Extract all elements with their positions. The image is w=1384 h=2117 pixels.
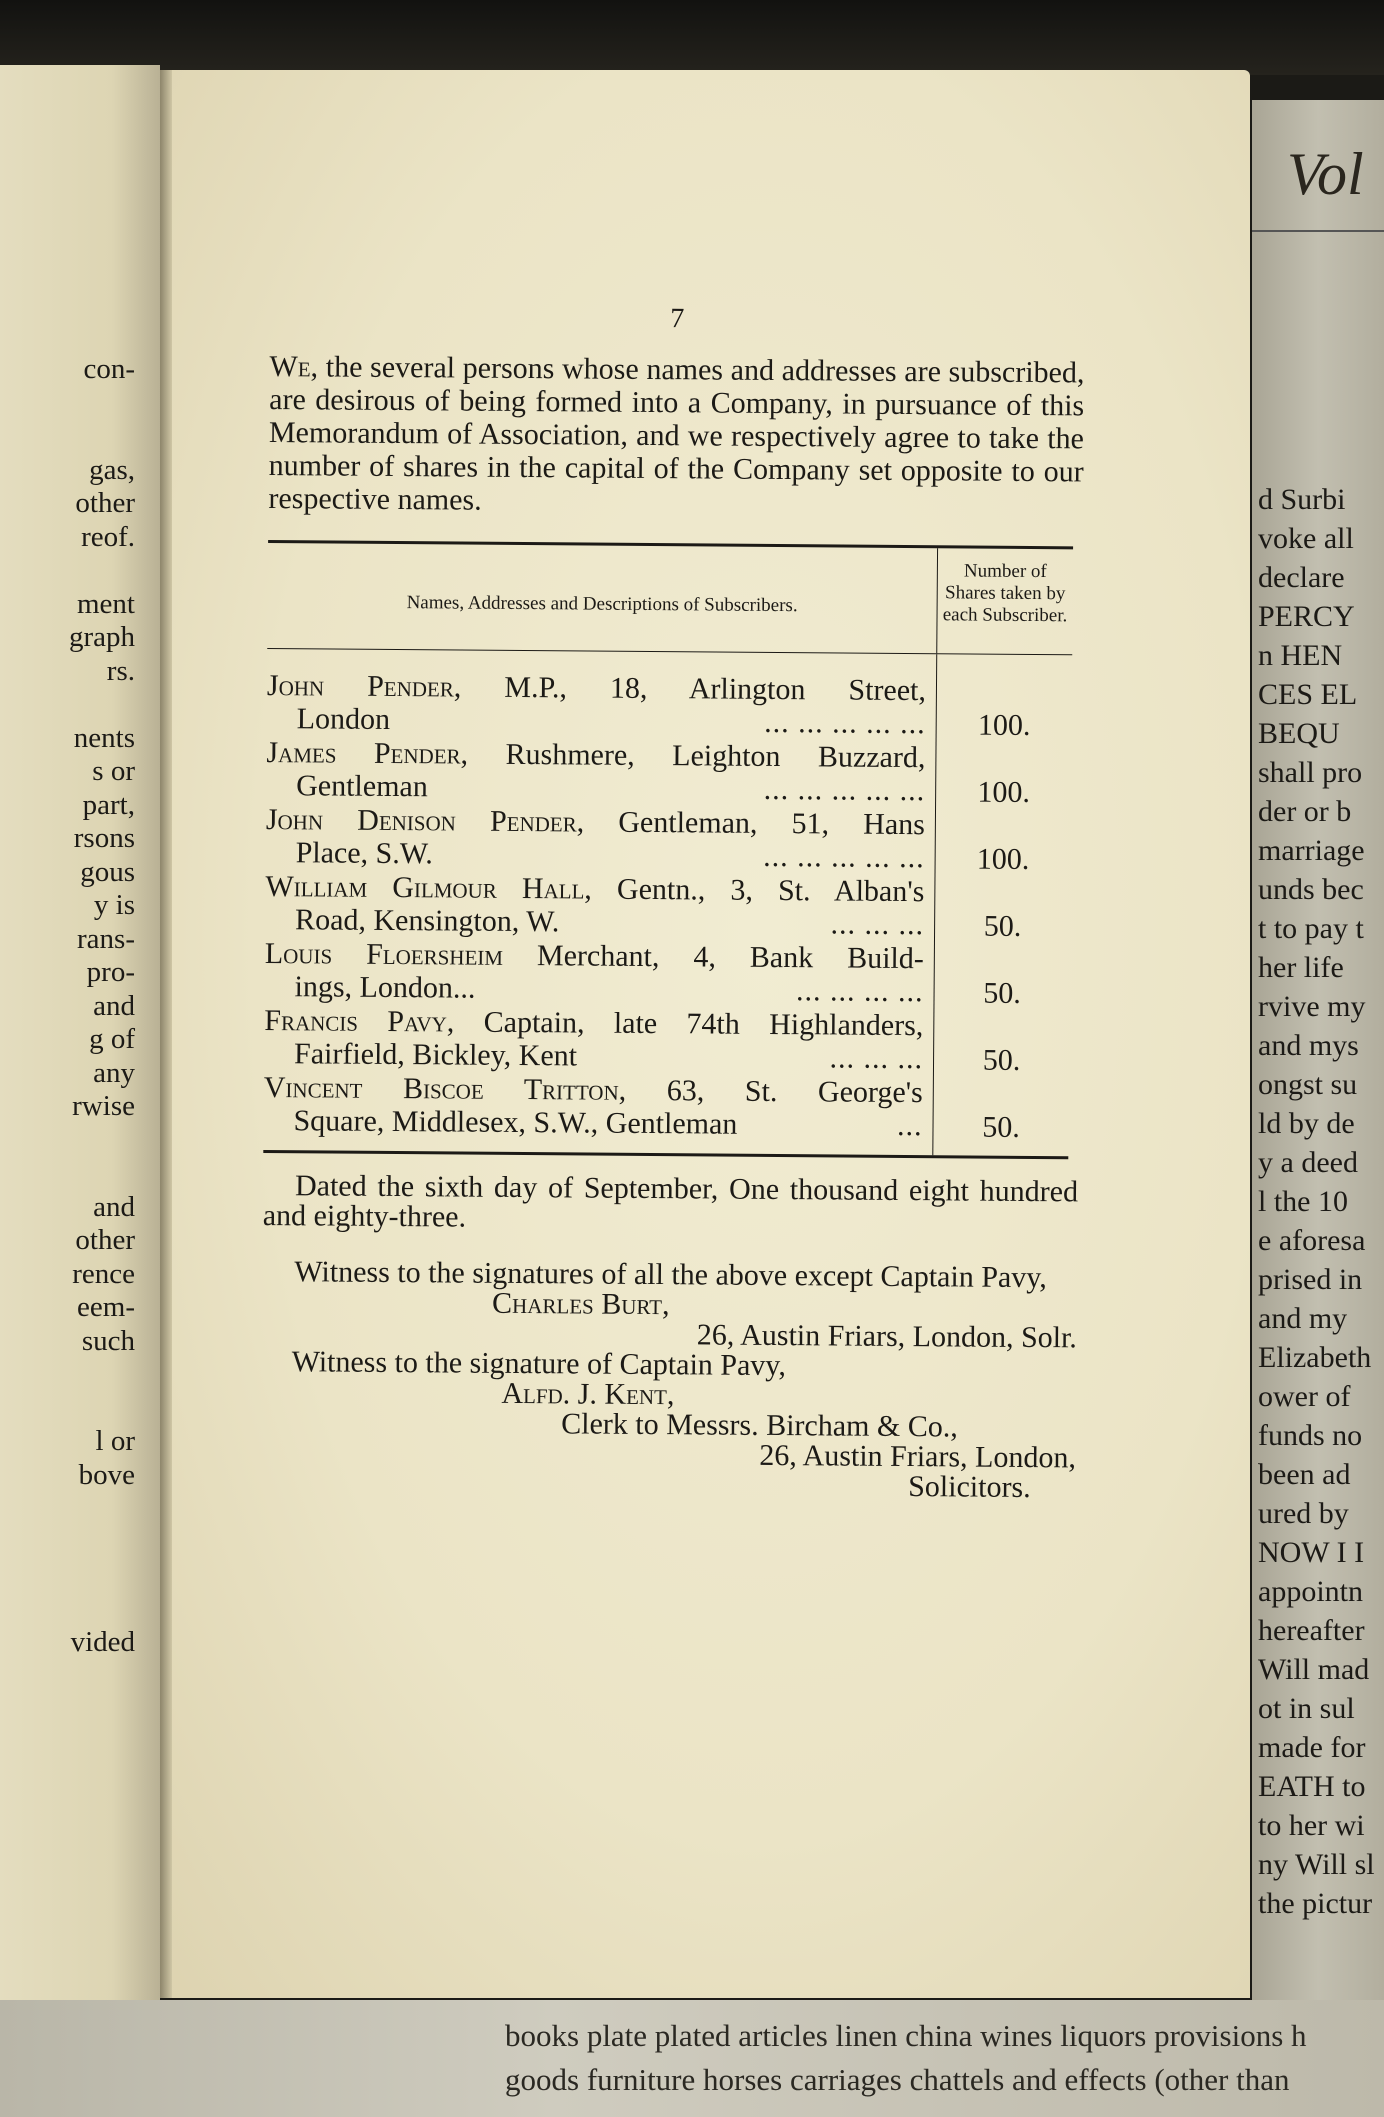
right-page-line: Will mad <box>1258 1653 1370 1686</box>
left-page-line: rsons <box>73 822 135 854</box>
right-page-line: PERCY <box>1258 600 1355 633</box>
right-document <box>1252 100 1384 2000</box>
right-page-line: ld by de <box>1258 1107 1355 1140</box>
right-page-line: made for <box>1258 1731 1366 1764</box>
underlying-line: books plate plated articles linen china wines liquors provisions h <box>505 2018 1307 2053</box>
left-page-line: nents <box>73 721 135 754</box>
subscriber-details: Gentleman, 51, Hans <box>584 805 926 842</box>
subscriber-continuation: Square, Middlesex, S.W., Gentleman <box>293 1104 738 1141</box>
left-page-line: con- <box>83 353 135 385</box>
divider <box>1252 230 1384 232</box>
underlying-page <box>0 2000 1384 2117</box>
left-page-text <box>69 353 135 1660</box>
book-gutter <box>160 70 172 1998</box>
shares-value: 50. <box>982 1043 1021 1077</box>
subscriber-line-2 <box>264 970 923 1008</box>
left-page-line: rence <box>72 1257 135 1290</box>
left-page-line: other <box>75 1224 135 1256</box>
left-page-line: graph <box>68 621 135 653</box>
subscriber-line-2 <box>264 1037 923 1075</box>
table-header <box>267 543 1073 655</box>
underlying-line: goods furniture horses carriages chattels and effects (other than <box>505 2062 1290 2097</box>
subscriber-line-1 <box>264 1004 923 1042</box>
witness-2-role: Clerk to Messrs. Bircham & Co., <box>561 1407 958 1444</box>
subscriber-continuation: Fairfield, Bickley, Kent <box>293 1037 578 1073</box>
right-page-line: n HEN <box>1258 639 1343 672</box>
page-number: 7 <box>670 303 685 335</box>
subscriber-line-2 <box>263 1104 922 1142</box>
witness-1-address: 26, Austin Friars, London, Solr. <box>696 1318 1078 1355</box>
right-page-line: ower of <box>1258 1380 1351 1413</box>
leader-dots: ... ... ... <box>830 907 925 942</box>
table-row <box>264 1004 924 1076</box>
left-page-line <box>69 420 135 454</box>
handwritten-note: Vol <box>1287 141 1364 207</box>
left-page-line: g of <box>89 1023 135 1055</box>
witness-2-name: Alfd. J. Kent, <box>501 1376 675 1412</box>
right-page-line: funds no <box>1258 1419 1363 1452</box>
right-page-line: ot in sul <box>1258 1692 1355 1725</box>
subscriber-line-2 <box>267 702 926 740</box>
left-page-line: gas, <box>89 453 135 486</box>
header-shares: Number of Shares taken by each Subscriber. <box>936 548 1073 654</box>
names-column <box>263 669 936 1143</box>
right-page-line: voke all <box>1258 522 1354 555</box>
table-row <box>264 937 924 1009</box>
subscriber-name: Francis Pavy, <box>264 1003 455 1039</box>
right-page-line: l the 10 <box>1258 1185 1348 1218</box>
subscriber-line-1 <box>267 669 926 707</box>
right-page-line: been ad <box>1258 1458 1351 1491</box>
shares-value: 50. <box>982 1110 1020 1144</box>
right-page-line: appointn <box>1258 1575 1363 1608</box>
left-page-line <box>69 1593 135 1627</box>
leader-dots: ... ... ... <box>829 1041 924 1076</box>
right-page-line: hereafter <box>1258 1614 1365 1647</box>
subscriber-name: Louis Floersheim <box>264 936 504 972</box>
subscriber-line-1 <box>265 937 924 975</box>
right-page-line: declare <box>1258 561 1345 594</box>
left-page-line: y is <box>93 889 135 921</box>
right-page-line: marriage <box>1258 834 1365 867</box>
subscriber-details: Merchant, 4, Bank Build- <box>502 938 924 976</box>
right-page-line: EATH to <box>1258 1770 1366 1803</box>
right-page-line: y a deed <box>1258 1146 1358 1179</box>
subscriber-continuation: Gentleman <box>296 769 428 804</box>
leader-dots: ... ... ... ... <box>795 974 924 1009</box>
left-page-line <box>69 1392 135 1426</box>
subscriber-name: James Pender, <box>266 735 469 771</box>
shares-value: 100. <box>976 842 1030 876</box>
right-page-line: t to pay t <box>1258 912 1364 945</box>
page-content <box>261 300 1085 1503</box>
left-page <box>0 65 160 2000</box>
intro-lead: We, <box>269 349 319 384</box>
subscriber-line-2 <box>266 836 925 874</box>
left-page-line: rs. <box>106 654 135 687</box>
subscriber-continuation: ings, London... <box>294 970 476 1005</box>
left-page-line <box>69 1559 135 1593</box>
left-page-line: l or <box>95 1425 135 1457</box>
right-page-line: and mys <box>1258 1029 1359 1062</box>
table-row <box>266 736 926 808</box>
leader-dots: ... <box>896 1108 923 1143</box>
right-page-line: prised in <box>1258 1263 1363 1296</box>
left-page-line: pro- <box>86 956 135 988</box>
intro-paragraph <box>268 350 1084 521</box>
left-page-line: reof. <box>81 520 135 553</box>
witness-2-title: Solicitors. <box>908 1470 1031 1505</box>
subscriber-details: 63, St. George's <box>626 1073 923 1110</box>
subscriber-line-1 <box>265 870 924 908</box>
right-page-line: Elizabeth <box>1258 1341 1372 1374</box>
subscriber-name: William Gilmour Hall, <box>265 869 593 906</box>
left-page-line: part, <box>82 788 135 821</box>
witness-2-address: 26, Austin Friars, London, <box>759 1438 1077 1475</box>
left-page-line: other <box>75 487 135 519</box>
left-page-line: bove <box>78 1458 135 1491</box>
subscriber-line-1 <box>264 1071 923 1109</box>
witness-statement-2: Witness to the signature of Captain Pavy, <box>291 1345 787 1383</box>
right-document-text <box>1258 480 1375 1923</box>
subscriber-name: John Denison Pender, <box>265 802 585 839</box>
subscriber-line-2 <box>266 769 925 807</box>
left-page-line <box>69 1157 135 1191</box>
left-page-line <box>69 1526 135 1560</box>
subscriber-line-2 <box>265 903 924 941</box>
right-page-line: CES EL <box>1258 678 1358 711</box>
right-page-line: d Surbi <box>1258 483 1346 516</box>
background-top <box>0 0 1384 75</box>
left-page-line: and <box>93 1190 135 1223</box>
left-page-line <box>69 688 135 722</box>
subscribers-table <box>263 540 1073 1159</box>
header-names: Names, Addresses and Descriptions of Subscribers. <box>406 591 798 616</box>
left-page-line: rans- <box>77 922 135 955</box>
left-page-line: rwise <box>72 1090 135 1122</box>
subscriber-details: Rushmere, Leighton Buzzard, <box>467 737 926 775</box>
subscriber-continuation: London <box>296 702 391 736</box>
leader-dots: ... ... ... ... ... <box>763 772 926 808</box>
witness-statement-1: Witness to the signatures of all the above except Captain Pavy, <box>294 1255 1047 1295</box>
left-page-line: gous <box>80 855 135 888</box>
subscriber-details: Captain, late 74th Highlanders, <box>454 1005 924 1043</box>
left-page-line: such <box>81 1324 135 1357</box>
subscriber-line-1 <box>266 803 925 841</box>
left-page-line <box>69 1492 135 1526</box>
shares-value: 50. <box>983 909 1022 943</box>
subscriber-name: John Pender, <box>266 668 462 704</box>
right-page-line: ured by <box>1258 1497 1349 1530</box>
subscriber-details: Gentn., 3, St. Alban's <box>591 872 925 909</box>
left-page-line <box>69 554 135 588</box>
left-page-line <box>69 387 135 421</box>
shares-value: 100. <box>977 708 1031 742</box>
subscriber-line-1 <box>266 736 925 774</box>
right-page-line: to her wi <box>1258 1809 1365 1842</box>
left-page-line: any <box>93 1056 135 1089</box>
witness-1-name: Charles Burt, <box>491 1286 670 1322</box>
right-page-line: ongst su <box>1258 1068 1358 1101</box>
shares-column <box>932 654 1072 1156</box>
left-page-line: eem- <box>77 1291 135 1323</box>
right-page-line: rvive my <box>1258 990 1366 1023</box>
leader-dots: ... ... ... ... ... <box>763 839 925 875</box>
right-page-line: NOW I I <box>1258 1536 1365 1569</box>
right-page-line: shall pro <box>1258 756 1363 789</box>
subscriber-details: M.P., 18, Arlington Street, <box>461 670 927 708</box>
right-page-line: e aforesa <box>1258 1224 1366 1257</box>
table-row <box>263 1071 923 1143</box>
intro-text: the several persons whose names and addresses are subscribed, are desirous of being formed into a Company, in pursuance of this Memorandum of Association, and we respectively agree to take the number of shares in the capital of the Company set opposite to our respective names. <box>268 350 1085 517</box>
leader-dots: ... ... ... ... ... <box>764 705 926 741</box>
right-page-line: the pictur <box>1258 1887 1373 1920</box>
dated-statement: Dated the sixth day of September, One thousand eight hundred and eighty-three. <box>262 1169 1079 1234</box>
subscriber-continuation: Road, Kensington, W. <box>295 903 560 939</box>
table-body <box>263 649 1072 1156</box>
left-page-line <box>69 1124 135 1158</box>
shares-value: 100. <box>977 775 1031 809</box>
table-row <box>267 669 927 741</box>
right-page-line: unds bec <box>1258 873 1364 906</box>
table-row <box>265 870 925 942</box>
left-page-line: and <box>93 989 135 1022</box>
shares-value: 50. <box>983 976 1021 1010</box>
left-page-line: vided <box>70 1626 135 1658</box>
right-page-line: ny Will sl <box>1258 1848 1375 1881</box>
left-page-line: ment <box>77 587 135 620</box>
right-page-line: her life <box>1258 951 1344 984</box>
right-page-line: BEQU <box>1258 717 1340 750</box>
subscriber-name: Vincent Biscoe Tritton, <box>263 1070 627 1107</box>
right-page-line: and my <box>1258 1302 1348 1335</box>
left-page-line <box>69 1358 135 1392</box>
left-page-line: s or <box>92 755 135 787</box>
right-page-line: der or b <box>1258 795 1352 828</box>
table-row <box>266 803 926 875</box>
subscriber-continuation: Place, S.W. <box>295 836 434 871</box>
